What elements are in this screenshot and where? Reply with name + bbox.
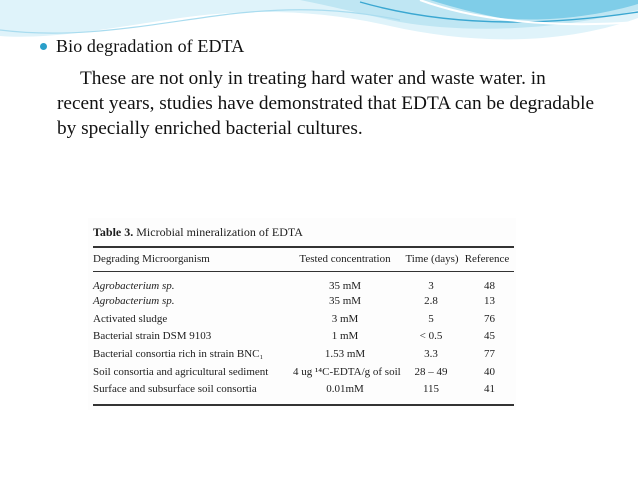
- table-row: [93, 383, 514, 397]
- table-cell: 13: [484, 295, 495, 307]
- table-header-row: [93, 253, 514, 267]
- table-header-cell: Degrading Microorganism: [93, 253, 210, 265]
- table-cell: 5: [428, 313, 434, 325]
- table-cell: 115: [422, 383, 440, 395]
- table-cell: 3: [428, 280, 434, 292]
- table-row: [93, 280, 514, 294]
- table-cell: 1 mM: [331, 330, 359, 342]
- table-cell: Soil consortia and agricultural sediment: [93, 366, 269, 378]
- table-row: [93, 295, 514, 309]
- table-cell: Bacterial consortia rich in strain BNC₁: [93, 348, 264, 360]
- table-cell: 35 mM: [328, 280, 362, 292]
- table-row: [93, 366, 514, 380]
- table-cell: 41: [484, 383, 495, 395]
- table-top-rule: [93, 246, 514, 248]
- table-label: Table 3.: [93, 225, 134, 239]
- table-cell: Activated sludge: [93, 313, 168, 325]
- table-cell: 45: [484, 330, 495, 342]
- table-cell: Surface and subsurface soil consortia: [93, 383, 257, 395]
- table-bottom-rule: [93, 404, 514, 406]
- table-row: [93, 313, 514, 327]
- table-header-cell: Time (days): [405, 253, 459, 265]
- table-cell: 48: [484, 280, 495, 292]
- header-wave-decoration: [0, 0, 638, 70]
- table-cell: 3.3: [424, 348, 438, 360]
- table-cell: 76: [484, 313, 495, 325]
- table-cell: 28 – 49: [414, 366, 448, 378]
- table-cell: 4 ug ¹⁴C-EDTA/g of soil: [293, 366, 401, 378]
- table-row: [93, 348, 514, 362]
- bullet-item: [40, 36, 244, 57]
- table-cell: < 0.5: [419, 330, 443, 342]
- bullet-heading: Bio degradation of EDTA: [56, 36, 245, 56]
- table-cell: 40: [484, 366, 495, 378]
- table-cell: 77: [484, 348, 495, 360]
- table-header-cell: Tested concentration: [299, 253, 391, 265]
- table-header-rule: [93, 271, 514, 272]
- table-cell: 3 mM: [331, 313, 359, 325]
- table-cell: 2.8: [424, 295, 438, 307]
- table-caption: [93, 225, 303, 240]
- table-header-cell: Reference: [464, 253, 510, 265]
- table-cell: Agrobacterium sp.: [93, 295, 175, 307]
- table-figure: [88, 218, 516, 410]
- table-cell: Bacterial strain DSM 9103: [93, 330, 212, 342]
- body-paragraph: These are not only in treating hard water and waste water. in recent years, studies have demonstrated that EDTA can be degradable by specially enriched bacterial cultures.: [57, 68, 595, 139]
- table-cell: Agrobacterium sp.: [93, 280, 175, 292]
- table-cell: 1.53 mM: [324, 348, 366, 360]
- table-cell: 35 mM: [328, 295, 362, 307]
- table-row: [93, 330, 514, 344]
- table-title: Microbial mineralization of EDTA: [136, 225, 303, 239]
- table-cell: 0.01mM: [326, 383, 364, 395]
- bullet-dot-icon: [40, 43, 47, 50]
